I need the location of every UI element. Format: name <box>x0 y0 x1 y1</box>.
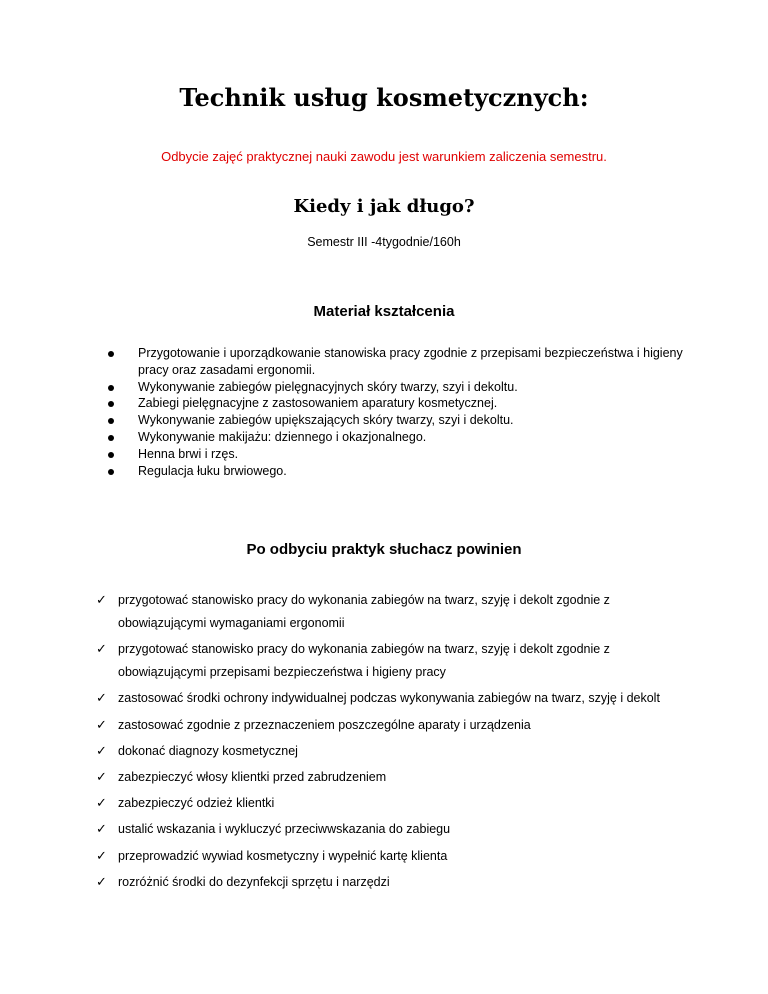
list-item <box>108 412 688 429</box>
material-item-text: Przygotowanie i uporządkowanie stanowiska pracy zgodnie z przepisami bezpieczeństwa i higieny pracy oraz zasadami ergonomii. <box>138 346 683 377</box>
list-item <box>96 792 676 815</box>
checkmark-icon: ✓ <box>96 593 107 608</box>
material-item-text: Regulacja łuku brwiowego. <box>138 463 287 478</box>
list-item <box>96 589 676 635</box>
notice-text: Odbycie zajęć praktycznej nauki zawodu jest warunkiem zaliczenia semestru. <box>161 149 607 164</box>
outcome-item-text: rozróżnić środki do dezynfekcji sprzętu i narzędzi <box>118 874 390 889</box>
bullet-icon <box>108 469 114 475</box>
checkmark-icon: ✓ <box>96 642 107 658</box>
list-item <box>96 740 676 763</box>
list-item <box>96 845 676 868</box>
checkmark-icon: ✓ <box>96 822 107 838</box>
material-heading: Materiał kształcenia <box>313 303 455 320</box>
list-item <box>96 766 676 789</box>
checkmark-icon: ✓ <box>96 717 107 733</box>
list-item <box>108 463 688 480</box>
bullet-icon <box>108 435 114 441</box>
outcome-item-text: zastosować zgodnie z przeznaczeniem poszczególne aparaty i urządzenia <box>118 717 531 732</box>
checkmark-icon: ✓ <box>96 874 107 890</box>
semester-info: Semestr III -4tygodnie/160h <box>307 235 461 249</box>
bullet-icon <box>108 385 114 391</box>
list-item <box>108 395 688 412</box>
list-item <box>108 429 688 446</box>
material-list <box>108 345 688 479</box>
outcome-item-text: ustalić wskazania i wykluczyć przeciwwskazania do zabiegu <box>118 822 451 837</box>
bullet-icon <box>108 401 114 407</box>
list-item <box>96 818 676 841</box>
list-item <box>96 714 676 737</box>
outcomes-list <box>96 589 676 897</box>
checkmark-icon: ✓ <box>96 796 107 812</box>
list-item <box>108 379 688 396</box>
checkmark-icon: ✓ <box>96 769 107 785</box>
material-item-text: Wykonywanie makijażu: dziennego i okazjonalnego. <box>138 429 427 444</box>
checkmark-icon: ✓ <box>96 848 107 864</box>
outcome-item-text: zastosować środki ochrony indywidualnej podczas wykonywania zabiegów na twarz, szyję i dekolt <box>118 691 660 706</box>
list-item <box>96 638 676 684</box>
list-item <box>108 446 688 463</box>
list-item <box>96 687 676 710</box>
outcome-item-text: przygotować stanowisko pracy do wykonania zabiegów na twarz, szyję i dekolt zgodnie z obowiązującymi przepisami bezpieczeństwa i higieny pracy <box>118 642 610 680</box>
outcome-item-text: przygotować stanowisko pracy do wykonania zabiegów na twarz, szyję i dekolt zgodnie z obowiązującymi wymaganiami ergonomii <box>118 593 610 630</box>
outcome-item-text: przeprowadzić wywiad kosmetyczny i wypełnić kartę klienta <box>118 848 448 863</box>
material-item-text: Wykonywanie zabiegów pielęgnacyjnych skóry twarzy, szyi i dekoltu. <box>138 379 518 394</box>
checkmark-icon: ✓ <box>96 691 107 707</box>
list-item <box>108 345 688 379</box>
outcomes-heading: Po odbyciu praktyk słuchacz powinien <box>246 541 522 558</box>
bullet-icon <box>108 418 114 424</box>
document-title: Technik usług kosmetycznych: <box>179 83 589 112</box>
when-heading: Kiedy i jak długo? <box>293 196 475 217</box>
outcome-item-text: zabezpieczyć odzież klientki <box>118 796 275 811</box>
material-item-text: Henna brwi i rzęs. <box>138 446 239 461</box>
checkmark-icon: ✓ <box>96 743 107 759</box>
material-item-text: Zabiegi pielęgnacyjne z zastosowaniem aparatury kosmetycznej. <box>138 396 498 411</box>
outcome-item-text: zabezpieczyć włosy klientki przed zabrudzeniem <box>118 769 387 784</box>
bullet-icon <box>108 351 114 357</box>
list-item <box>96 871 676 894</box>
outcome-item-text: dokonać diagnozy kosmetycznej <box>118 743 298 758</box>
material-item-text: Wykonywanie zabiegów upiększających skóry twarzy, szyi i dekoltu. <box>138 413 514 428</box>
bullet-icon <box>108 452 114 458</box>
